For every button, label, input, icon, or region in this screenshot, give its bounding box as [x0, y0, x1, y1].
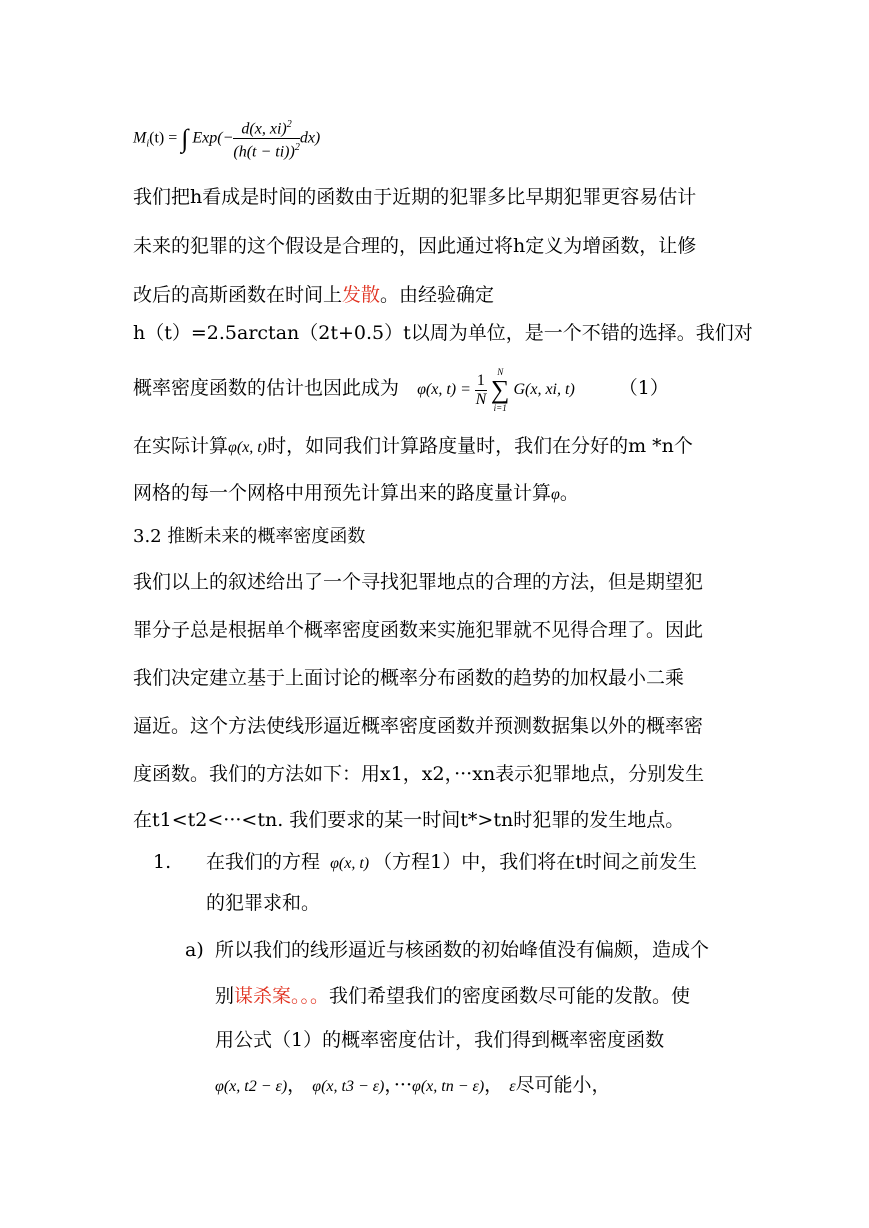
list-a-f1: φ(x, t2 − ε) [215, 1078, 288, 1095]
para2-line2 [133, 364, 669, 412]
list-item-a-line3: 用公式（1）的概率密度估计，我们得到概率密度函数 [215, 1029, 665, 1051]
formula-m-arg: (t) = [149, 129, 178, 147]
para4-line6: 在t1<t2<···<tn. 我们要求的某一时间t*>tn时犯罪的发生地点。 [133, 809, 685, 831]
para1-line1: 我们把h看成是时间的函数由于近期的犯罪多比早期犯罪更容易估计 [133, 186, 697, 208]
para1-line2: 未来的犯罪的这个假设是合理的，因此通过将h定义为增函数，让修 [133, 235, 697, 257]
formula-m-num-text: d(x, xi) [241, 120, 287, 138]
equation-number: （1） [618, 377, 669, 399]
list-a-sep2: ，··· [384, 1074, 412, 1096]
para4-line5: 度函数。我们的方法如下：用x1，x2，···xn表示犯罪地点，分别发生 [133, 763, 705, 785]
para3-b: 时，如同我们计算路度量时，我们在分好的m *n个 [267, 435, 693, 457]
list-item-a-line1: 所以我们的线形逼近与核函数的初始峰值没有偏颇，造成个 [215, 939, 710, 961]
para3-phi: φ(x, t) [228, 439, 268, 456]
list-a-f3: φ(x, tn − ε) [412, 1078, 485, 1095]
summation [491, 366, 510, 414]
sum-bottom: i=1 [493, 403, 507, 414]
formula-m [133, 116, 320, 160]
formula-m-den-sup: 2 [294, 142, 300, 154]
list1-phi: φ(x, t) [330, 855, 370, 872]
integral-sign: ∫ [181, 123, 189, 153]
formula-m-denominator [233, 139, 299, 161]
formula-phi-den: N [475, 390, 487, 408]
para3-line2-a: 网格的每一个网格中用预先计算出来的路度量计算 [133, 482, 552, 504]
list-item-a-line4 [215, 1073, 611, 1099]
list-a-sep3: ， [484, 1074, 504, 1096]
para4-line3: 我们决定建立基于上面讨论的概率分布函数的趋势的加权最小二乘 [133, 667, 685, 689]
highlight-red-fasan: 发散 [342, 284, 381, 306]
formula-phi-rhs: G(x, xi, t) [513, 381, 575, 398]
list-item-1-line1 [206, 850, 697, 876]
para2-line1: h（t）=2.5arctan（2t+0.5）t以周为单位，是一个不错的选择。我们对 [133, 322, 753, 344]
list-item-1-line2: 的犯罪求和。 [206, 892, 321, 914]
para4-line2: 罪分子总是根据单个概率密度函数来实施犯罪就不见得合理了。因此 [133, 619, 704, 641]
formula-m-num-sup: 2 [286, 119, 292, 130]
formula-phi-lhs: φ(x, t) = [417, 381, 471, 398]
para2-line2-text: 概率密度函数的估计也因此成为 [133, 377, 400, 399]
formula-phi-num: 1 [476, 371, 485, 389]
sum-top: N [497, 367, 504, 378]
para3-line2-b: 。 [559, 482, 579, 504]
para4-line1: 我们以上的叙述给出了一个寻找犯罪地点的合理的方法，但是期望犯 [133, 571, 704, 593]
list-a-line2-a: 别 [215, 985, 235, 1007]
para3-line1 [133, 434, 693, 460]
formula-m-sub: i [146, 138, 150, 150]
para1-line3-a: 改后的高斯函数在时间上 [133, 284, 343, 306]
formula-m-exp: Exp(− [192, 129, 234, 147]
section-title: 3.2 推断未来的概率密度函数 [133, 526, 366, 547]
sum-sign: ∑ [490, 375, 510, 405]
formula-m-lhs: M [133, 129, 147, 147]
para3-line2-phi: φ [551, 486, 560, 503]
highlight-red-murder: 谋杀案。。。 [234, 985, 330, 1007]
list1-text-b: （方程1）中，我们将在t时间之前发生 [373, 851, 697, 873]
formula-phi-fraction [475, 372, 487, 409]
list-item-a-line2 [215, 984, 690, 1008]
para1-line3 [133, 283, 494, 307]
list-a-tail: 尽可能小， [515, 1074, 611, 1096]
formula-phi [417, 367, 579, 414]
para3-line2 [133, 481, 579, 507]
para4-line4: 逼近。这个方法使线形逼近概率密度函数并预测数据集以外的概率密 [133, 715, 704, 737]
para3-a: 在实际计算 [133, 435, 229, 457]
list-item-a-marker: a) [185, 939, 204, 961]
formula-m-fraction [233, 116, 299, 162]
list1-text-a: 在我们的方程 [206, 851, 321, 873]
list-a-f2: φ(x, t3 − ε) [312, 1078, 385, 1095]
formula-m-den-text: (h(t − ti)) [233, 143, 295, 161]
para1-line3-b: 。由经验确定 [380, 284, 495, 306]
list-item-1-marker: 1. [153, 851, 172, 873]
list-a-eps: ε [509, 1078, 516, 1095]
formula-m-tail: dx) [299, 129, 321, 147]
list-a-line2-b: 我们希望我们的密度函数尽可能的发散。使 [329, 985, 691, 1007]
list-a-sep1: ， [287, 1074, 307, 1096]
formula-m-numerator [233, 116, 299, 139]
